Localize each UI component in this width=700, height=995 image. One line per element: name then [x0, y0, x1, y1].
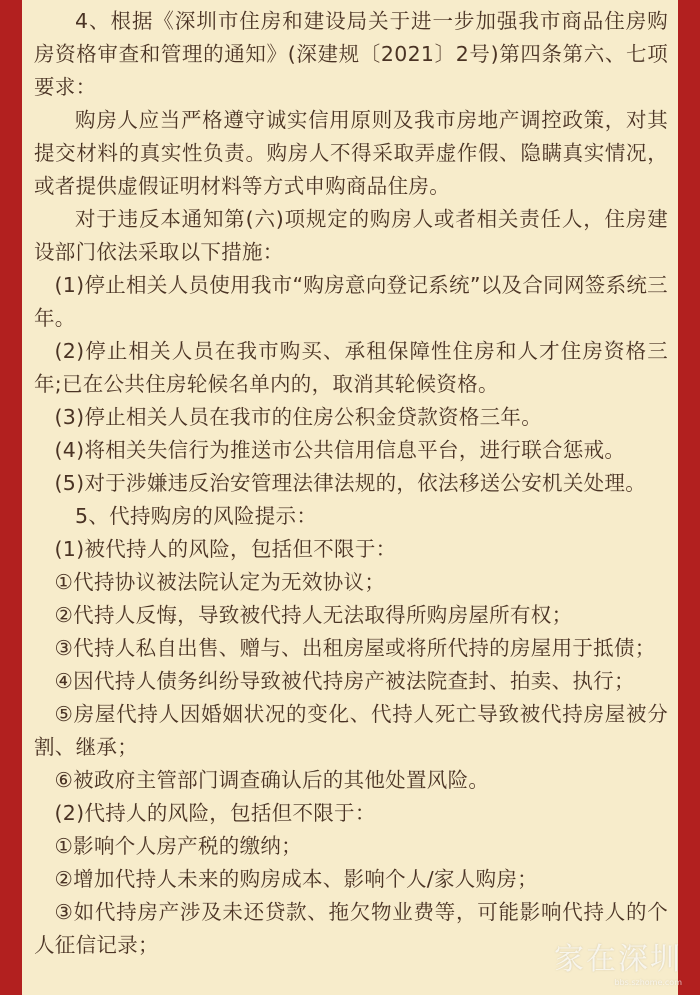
document-body: [34, 5, 668, 962]
paragraph: ①影响个人房产税的缴纳；: [54, 834, 302, 858]
paragraph: ②增加代持人未来的购房成本、影响个人/家人购房；: [54, 867, 538, 891]
paragraph: 4、根据《深圳市住房和建设局关于进一步加强我市商品住房购房资格审查和管理的通知》(深建规〔2021〕2号)第四条第六、七项要求：: [34, 9, 668, 99]
paragraph: ⑥被政府主管部门调查确认后的其他处置风险。: [54, 768, 490, 792]
paragraph: 购房人应当严格遵守诚实信用原则及我市房地产调控政策，对其提交材料的真实性负责。购房人不得采取弄虚作假、隐瞒真实情况，或者提供虚假证明材料等方式申购商品住房。: [34, 108, 668, 198]
watermark-text: 家在深圳: [554, 942, 682, 977]
paragraph: ④因代持人债务纠纷导致被代持房产被法院查封、拍卖、执行；: [54, 669, 635, 693]
paragraph: (2)代持人的风险，包括但不限于：: [54, 801, 376, 825]
paragraph: ⑤房屋代持人因婚姻状况的变化、代持人死亡导致被代持房屋被分割、继承；: [34, 702, 668, 759]
paragraph: ②代持人反悔，导致被代持人无法取得所购房屋所有权；: [54, 603, 573, 627]
paragraph: ③代持人私自出售、赠与、出租房屋或将所代持的房屋用于抵债；: [54, 636, 656, 660]
paragraph: (2)停止相关人员在我市购买、承租保障性住房和人才住房资格三年;已在公共住房轮候名单内的，取消其轮候资格。: [34, 339, 668, 396]
paragraph: (1)被代持人的风险，包括但不限于：: [54, 537, 397, 561]
paragraph: (1)停止相关人员使用我市“购房意向登记系统”以及合同网签系统三年。: [34, 273, 668, 330]
paragraph: (4)将相关失信行为推送市公共信用信息平台，进行联合惩戒。: [54, 438, 626, 462]
paragraph: ①代持协议被法院认定为无效协议；: [54, 570, 386, 594]
site-watermark: [554, 934, 682, 987]
watermark-subtext: bbs.szhome.com: [614, 978, 682, 987]
paragraph: (5)对于涉嫌违反治安管理法律法规的，依法移送公安机关处理。: [54, 471, 647, 495]
paragraph: 对于违反本通知第(六)项规定的购房人或者相关责任人，住房建设部门依法采取以下措施：: [34, 207, 668, 264]
document-panel: [22, 0, 678, 995]
paragraph: 5、代持购房的风险提示：: [75, 504, 318, 528]
paragraph: (3)停止相关人员在我市的住房公积金贷款资格三年。: [54, 405, 543, 429]
paragraph: ③如代持房产涉及未还贷款、拖欠物业费等，可能影响代持人的个人征信记录；: [34, 900, 668, 957]
